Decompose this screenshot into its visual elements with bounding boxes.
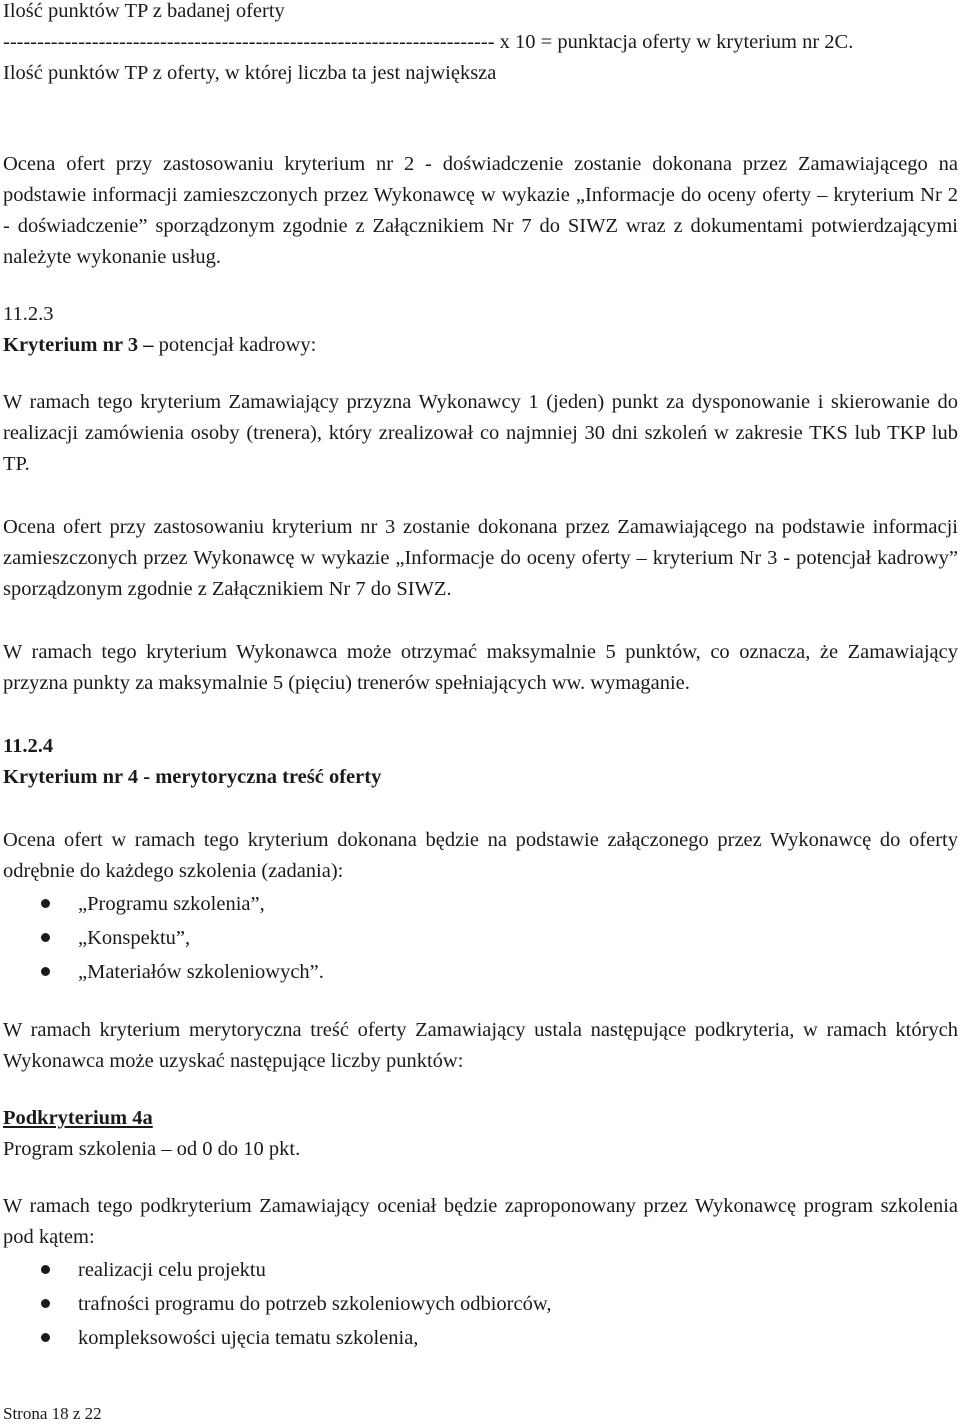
spacer: [3, 699, 958, 731]
bullet-icon: [41, 899, 50, 908]
spacer: [3, 1077, 958, 1103]
criterion4-paragraph-2: W ramach kryterium merytoryczna treść oferty Zamawiający ustala następujące podkryteria, w ramach których Wykonawca może uzyskać następujące liczby punktów:: [3, 1019, 958, 1072]
section-title-bold: Kryterium nr 3 –: [3, 334, 154, 356]
criterion3-paragraph-1: W ramach tego kryterium Zamawiający przyzna Wykonawcy 1 (jeden) punkt za dysponowanie i skierowanie do realizacji zamówienia osoby (trenera), który zrealizował co najmniej 30 dni szkoleń w zakresie TKS lub TKP lub TP.: [3, 391, 958, 475]
section-number-1124: 11.2.4: [3, 735, 54, 757]
spacer: [3, 793, 958, 825]
list-item-text: „Materiałów szkoleniowych”.: [78, 961, 324, 983]
criterion4-paragraph-3: W ramach tego podkryterium Zamawiający oceniał będzie zaproponowany przez Wykonawcę program szkolenia pod kątem:: [3, 1195, 958, 1248]
subcriterion-4a-title: Podkryterium 4a: [3, 1107, 153, 1129]
criterion4-documents-list: [3, 887, 958, 989]
list-item: [3, 1321, 958, 1355]
list-item-text: „Konspektu”,: [78, 927, 191, 949]
spacer: [3, 605, 958, 637]
list-item: [3, 887, 958, 921]
subcriterion-4a-line: Program szkolenia – od 0 do 10 pkt.: [3, 1138, 301, 1160]
document-page: [3, 0, 958, 1355]
list-item-text: kompleksowości ujęcia tematu szkolenia,: [78, 1327, 419, 1349]
spacer: [3, 273, 958, 299]
formula-denominator: Ilość punktów TP z oferty, w której liczba ta jest największa: [3, 62, 497, 84]
list-item: [3, 1253, 958, 1287]
section-title-1123: [3, 330, 958, 361]
spacer: [3, 361, 958, 387]
program-criteria-list: [3, 1253, 958, 1355]
list-item: [3, 921, 958, 955]
criterion4-paragraph-1: Ocena ofert w ramach tego kryterium dokonana będzie na podstawie załączonego przez Wykonawcę do oferty odrębnie do każdego szkolenia (zadania):: [3, 829, 958, 882]
bullet-icon: [41, 933, 50, 942]
bullet-icon: [41, 1333, 50, 1342]
section-number-1123: 11.2.3: [3, 303, 54, 325]
list-item-text: realizacji celu projektu: [78, 1259, 266, 1281]
spacer: [3, 480, 958, 512]
list-item-text: trafności programu do potrzeb szkoleniowych odbiorców,: [78, 1293, 552, 1315]
spacer: [3, 1165, 958, 1191]
criterion2-eval-paragraph: Ocena ofert przy zastosowaniu kryterium nr 2 - doświadczenie zostanie dokonana przez Zamawiającego na podstawie informacji zamieszczonych przez Wykonawcę w wykazie „Informacje do oceny oferty – kryterium Nr 2 - doświadczenie” sporządzonym zgodnie z Załącznikiem Nr 7 do SIWZ wraz z dokumentami potwierdzającymi należyte wykonanie usług.: [3, 153, 958, 268]
formula-fraction-line: ------------------------------------------------------------------------ x 10 = punktacja oferty w kryterium nr 2C.: [3, 31, 854, 53]
list-item: [3, 1287, 958, 1321]
bullet-icon: [41, 1299, 50, 1308]
list-item: [3, 955, 958, 989]
bullet-icon: [41, 1265, 50, 1274]
page-footer: Strona 18 z 22: [3, 1404, 102, 1423]
list-item-text: „Programu szkolenia”,: [78, 893, 265, 915]
formula-numerator: Ilość punktów TP z badanej oferty: [3, 0, 285, 22]
criterion3-paragraph-2: Ocena ofert przy zastosowaniu kryterium nr 3 zostanie dokonana przez Zamawiającego na podstawie informacji zamieszczonych przez Wykonawcę w wykazie „Informacje do oceny oferty – kryterium Nr 3 - potencjał kadrowy” sporządzonym zgodnie z Załącznikiem Nr 7 do SIWZ.: [3, 516, 958, 600]
bullet-icon: [41, 967, 50, 976]
spacer: [3, 989, 958, 1015]
section-title-rest: potencjał kadrowy:: [153, 334, 317, 356]
section-title-1124: Kryterium nr 4 - merytoryczna treść oferty: [3, 766, 382, 788]
spacer: [3, 89, 958, 149]
criterion3-paragraph-3: W ramach tego kryterium Wykonawca może otrzymać maksymalnie 5 punktów, co oznacza, że Zamawiający przyzna punkty za maksymalnie 5 (pięciu) trenerów spełniających ww. wymaganie.: [3, 641, 958, 694]
